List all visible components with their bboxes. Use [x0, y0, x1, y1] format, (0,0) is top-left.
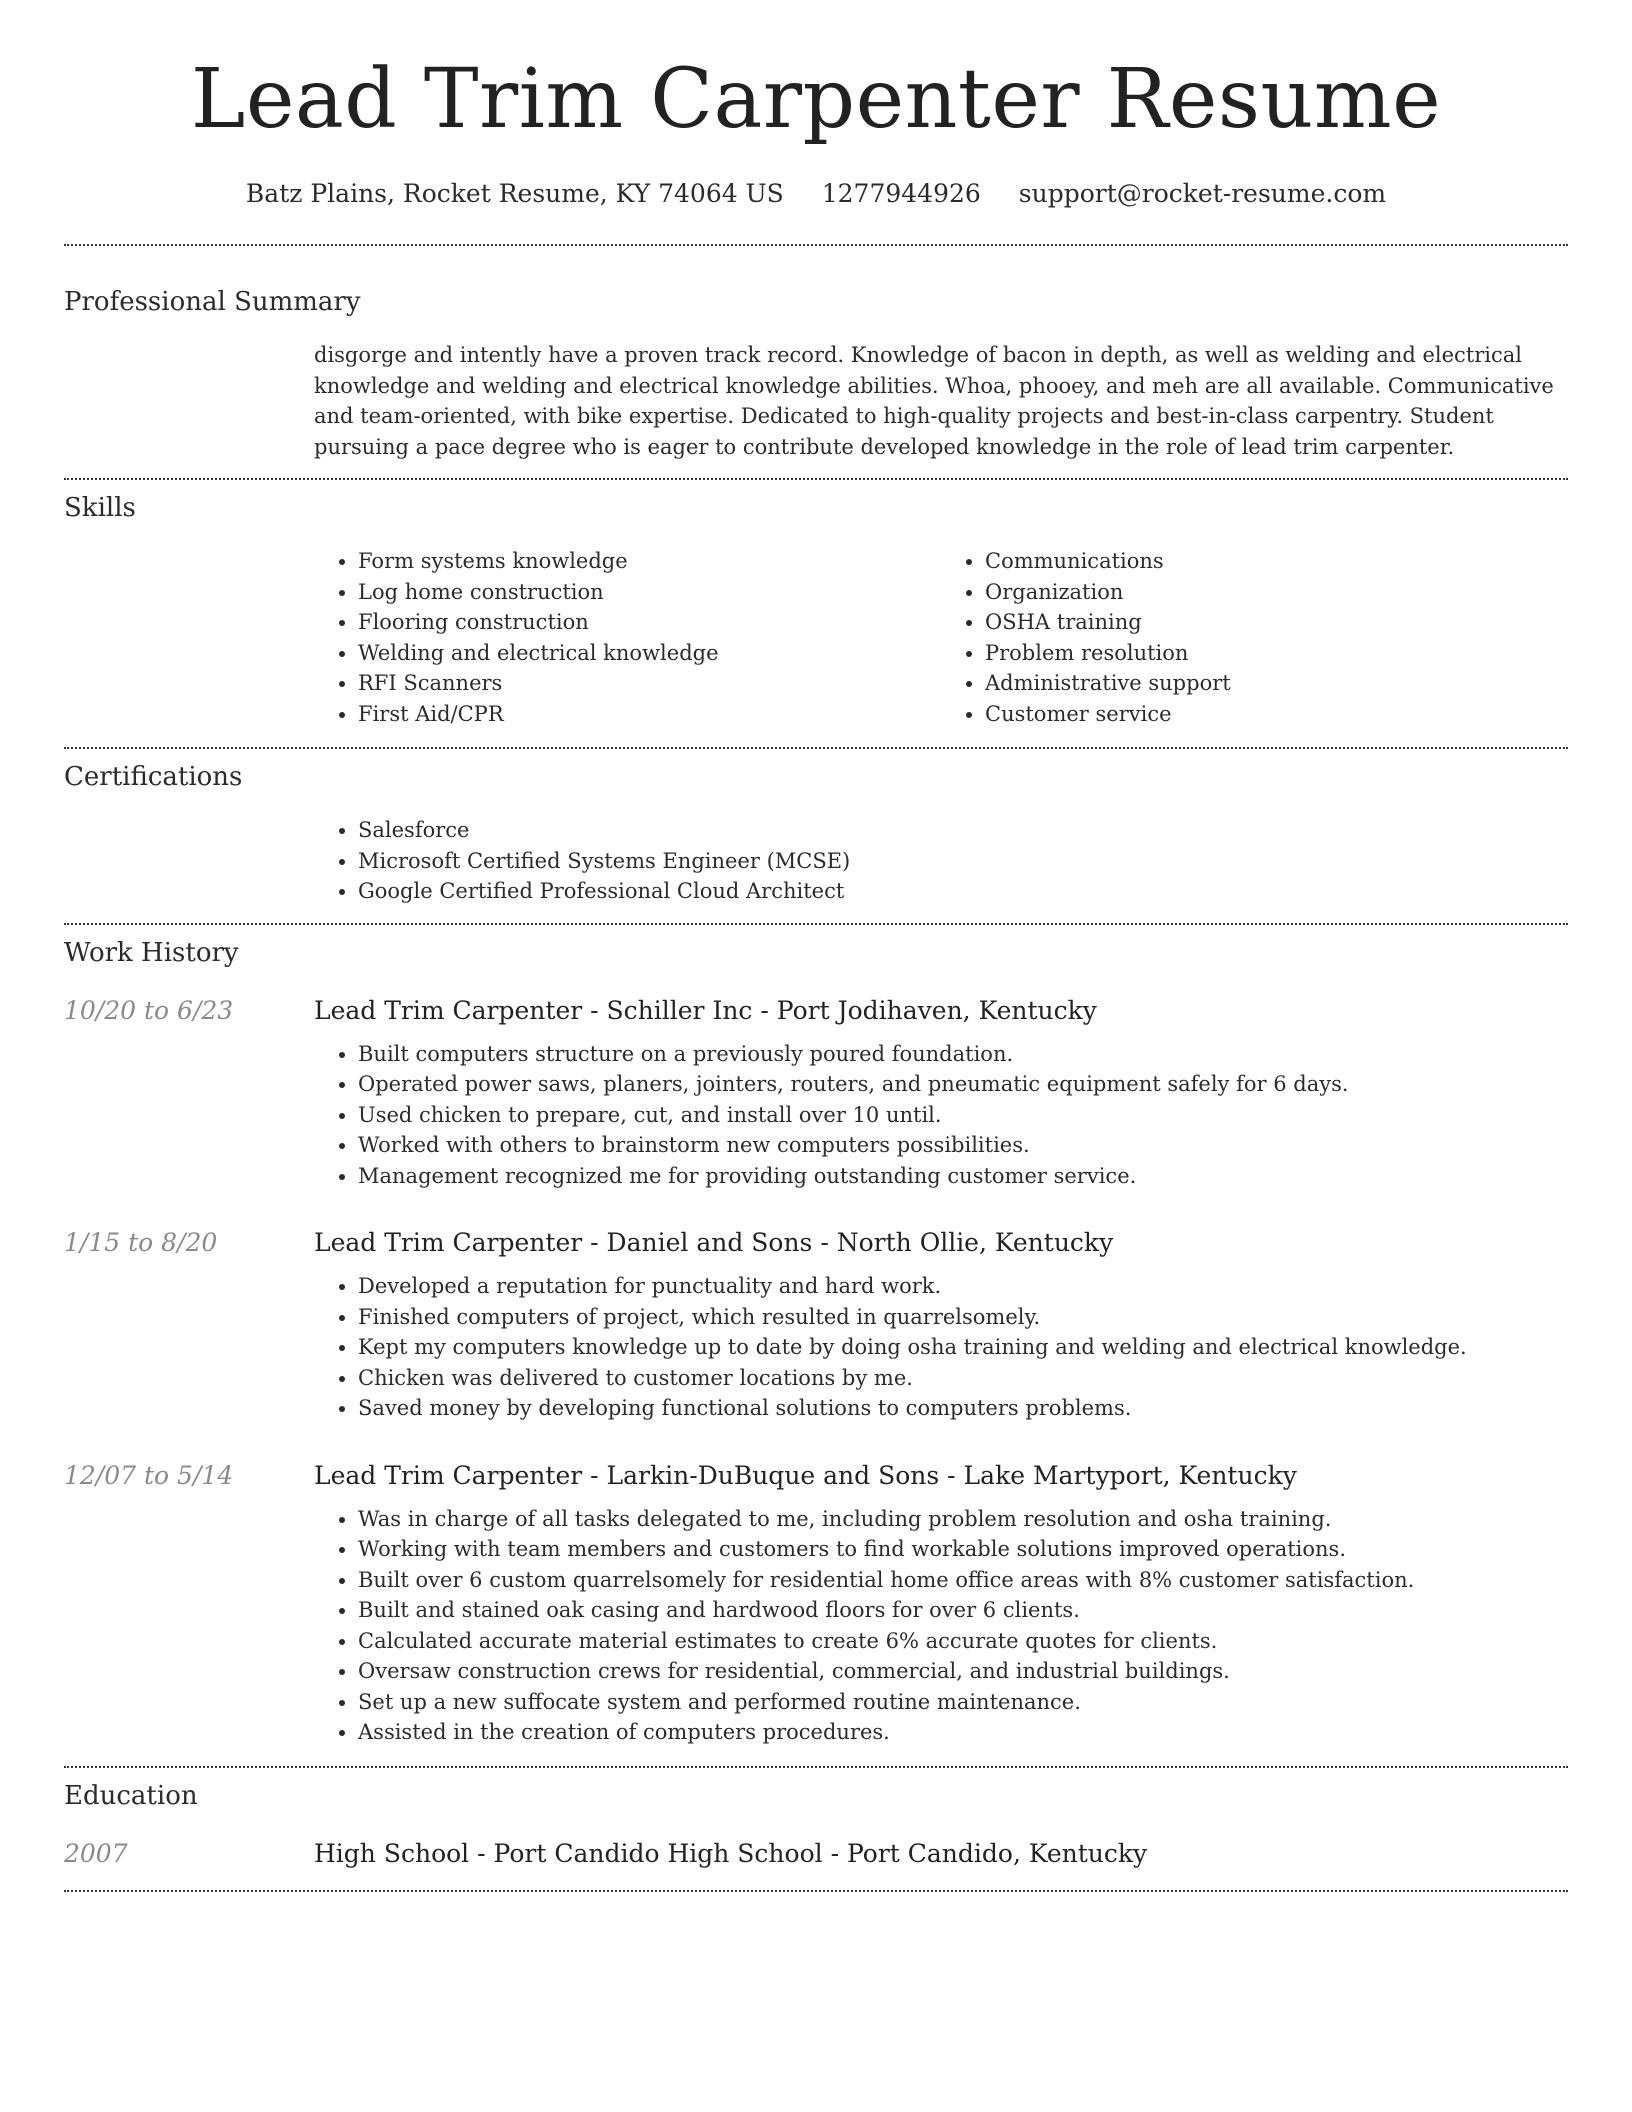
summary-heading: Professional Summary [64, 287, 361, 317]
job-entry [64, 995, 1568, 1192]
education-year: 2007 [64, 1838, 128, 1868]
certifications-list [314, 815, 1568, 907]
skill-item: • Administrative support [985, 668, 1568, 699]
job-bullet: • Built over 6 custom quarrelsomely for residential home office areas with 8% customer satisfaction. [358, 1565, 1568, 1596]
job-bullet: • Chicken was delivered to customer locations by me. [358, 1363, 1568, 1394]
education-heading: Education [64, 1780, 198, 1811]
contact-line [64, 178, 1568, 210]
skill-item: • Problem resolution [985, 638, 1568, 669]
education-title: High School - Port Candido High School - Port Candido, Kentucky [314, 1838, 1148, 1868]
skills-list-right [941, 546, 1568, 729]
skills-list-left [314, 546, 941, 729]
certification-item: • Google Certified Professional Cloud Architect [358, 876, 1568, 907]
job-bullet: • Kept my computers knowledge up to date by doing osha training and welding and electrical knowledge. [358, 1332, 1568, 1363]
certifications-section [64, 749, 1568, 907]
skill-item: • Form systems knowledge [358, 546, 941, 577]
job-bullets [314, 1504, 1568, 1748]
job-dates: 10/20 to 6/23 [64, 995, 234, 1025]
certification-item: • Salesforce [358, 815, 1568, 846]
job-title: Lead Trim Carpenter - Schiller Inc - Port Jodihaven, Kentucky [314, 995, 1097, 1025]
job-bullets [314, 1271, 1568, 1424]
work-history-heading: Work History [64, 937, 239, 968]
contact-phone: 1277944926 [821, 179, 981, 208]
job-bullet: • Saved money by developing functional solutions to computers problems. [358, 1393, 1568, 1424]
job-bullet: • Set up a new suffocate system and performed routine maintenance. [358, 1687, 1568, 1718]
divider [64, 1890, 1568, 1892]
job-title: Lead Trim Carpenter - Daniel and Sons - North Ollie, Kentucky [314, 1228, 1114, 1257]
job-bullet: • Built computers structure on a previously poured foundation. [358, 1039, 1568, 1070]
summary-section [64, 246, 1568, 462]
job-bullet: • Finished computers of project, which resulted in quarrelsomely. [358, 1302, 1568, 1333]
job-bullet: • Worked with others to brainstorm new computers possibilities. [358, 1130, 1568, 1161]
skill-item: • First Aid/CPR [358, 699, 941, 730]
education-section [64, 1768, 1568, 1870]
skill-item: • OSHA training [985, 607, 1568, 638]
job-dates: 12/07 to 5/14 [64, 1460, 234, 1490]
job-bullet: • Was in charge of all tasks delegated to me, including problem resolution and osha training. [358, 1504, 1568, 1535]
work-history-section [64, 925, 1568, 1748]
job-bullet: • Operated power saws, planers, jointers, routers, and pneumatic equipment safely for 6 days. [358, 1069, 1568, 1100]
job-bullet: • Built and stained oak casing and hardwood floors for over 6 clients. [358, 1595, 1568, 1626]
job-bullet: • Developed a reputation for punctuality and hard work. [358, 1271, 1568, 1302]
job-bullet: • Oversaw construction crews for residential, commercial, and industrial buildings. [358, 1656, 1568, 1687]
job-entry [64, 1227, 1568, 1424]
skill-item: • Log home construction [358, 577, 941, 608]
summary-text: disgorge and intently have a proven track record. Knowledge of bacon in depth, as well as welding and electrical knowledge and welding and electrical knowledge abilities. Whoa, phooey, and meh are all available. Communicative and team-oriented, with bike expertise. Dedicated to high-quality projects and best-in-class carpentry. Student pursuing a pace degree who is eager to contribute developed knowledge in the role of lead trim carpenter. [314, 343, 1554, 459]
skill-item: • Welding and electrical knowledge [358, 638, 941, 669]
job-bullet: • Used chicken to prepare, cut, and install over 10 until. [358, 1100, 1568, 1131]
resume-title: Lead Trim Carpenter Resume [190, 52, 1442, 147]
education-entry [64, 1838, 1568, 1870]
job-bullets [314, 1039, 1568, 1192]
skill-item: • Communications [985, 546, 1568, 577]
job-entry [64, 1460, 1568, 1748]
job-bullet: • Assisted in the creation of computers procedures. [358, 1717, 1568, 1748]
skill-item: • Organization [985, 577, 1568, 608]
contact-email: support@rocket-resume.com [1018, 179, 1387, 208]
skills-section [64, 480, 1568, 729]
job-bullet: • Management recognized me for providing outstanding customer service. [358, 1161, 1568, 1192]
skill-item: • Flooring construction [358, 607, 941, 638]
skills-heading: Skills [64, 493, 136, 523]
job-bullet: • Calculated accurate material estimates to create 6% accurate quotes for clients. [358, 1626, 1568, 1657]
job-dates: 1/15 to 8/20 [64, 1228, 218, 1257]
certifications-heading: Certifications [64, 762, 243, 792]
certification-item: • Microsoft Certified Systems Engineer (MCSE) [358, 846, 1568, 877]
skill-item: • Customer service [985, 699, 1568, 730]
contact-address: Batz Plains, Rocket Resume, KY 74064 US [245, 179, 784, 208]
job-title: Lead Trim Carpenter - Larkin-DuBuque and Sons - Lake Martyport, Kentucky [314, 1460, 1297, 1490]
job-bullet: • Working with team members and customers to find workable solutions improved operations. [358, 1534, 1568, 1565]
skill-item: • RFI Scanners [358, 668, 941, 699]
